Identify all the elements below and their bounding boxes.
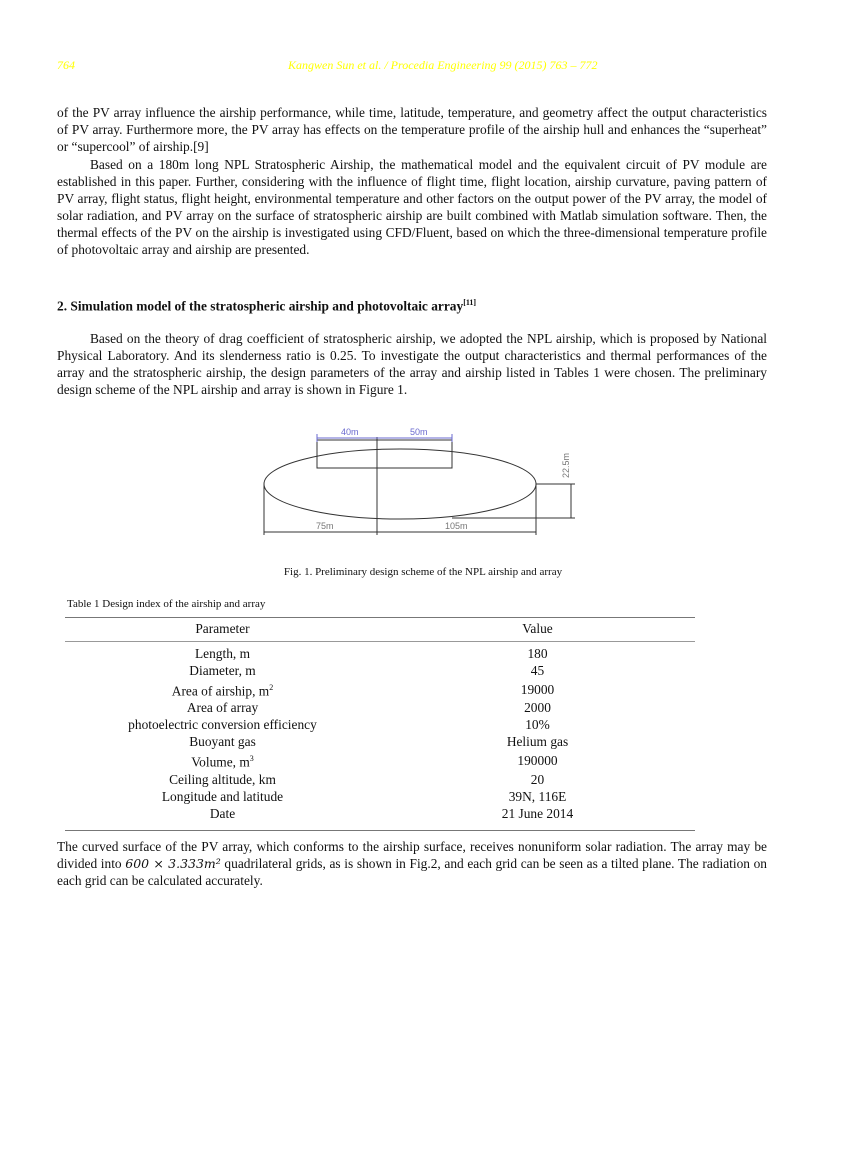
parameter-text: Volume, m [191, 754, 250, 770]
table-row [65, 699, 695, 716]
cell-value: 39N, 116E [508, 788, 567, 804]
parameter-text: Buoyant gas [189, 734, 256, 750]
cell-value: 19000 [520, 681, 555, 697]
cell-parameter [65, 679, 380, 699]
cell-parameter [65, 750, 380, 770]
parameter-text: Area of airship, m [171, 683, 270, 699]
cell-value: 180 [527, 646, 548, 661]
cell-value: 2000 [524, 700, 551, 716]
cell-parameter [65, 642, 380, 663]
parameter-text: photoelectric conversion efficiency [128, 717, 317, 733]
running-title: Kangwen Sun et al. / Procedia Engineering 99 (2015) 763 – 772 [288, 58, 598, 72]
paragraph-grid-description [57, 838, 767, 889]
table-row [65, 771, 695, 788]
parameter-text: Diameter, m [189, 663, 256, 678]
cell-value: 45 [530, 663, 545, 678]
figure-caption: Fig. 1. Preliminary design scheme of the NPL airship and array [283, 566, 563, 578]
section-title: 2. Simulation model of the stratospheric airship and photovoltaic array [57, 298, 464, 314]
table-row [65, 733, 695, 750]
cell-parameter [65, 699, 380, 716]
page-number: 764 [57, 58, 75, 72]
table-row [65, 716, 695, 733]
cell-parameter [65, 805, 380, 831]
cell-value: 21 June 2014 [380, 805, 695, 831]
cell-value: Helium gas [506, 734, 569, 750]
airship-hull [264, 449, 536, 519]
parameter-text: Length, m [194, 646, 251, 661]
text-segment: quadrilateral grids, as is shown in Fig.2, and each grid can be seen as a tilted plane. The radiation on each grid can be calculated accurately. [57, 856, 767, 889]
cell-parameter [65, 733, 380, 750]
dim-label-75: 75m [316, 521, 334, 531]
superscript: 3 [249, 754, 254, 764]
math-expression: 600 × 3.333m² [125, 856, 221, 872]
section-reference[interactable]: [11] [463, 298, 477, 307]
cell-value: 10% [525, 717, 550, 733]
table-row [65, 750, 695, 770]
cell-value: 20 [530, 771, 545, 787]
parameter-text: Date [209, 805, 236, 821]
pv-array-rect [317, 440, 452, 468]
table-row [65, 805, 695, 831]
table-row [65, 679, 695, 699]
cell-parameter [65, 788, 380, 805]
table-row [65, 788, 695, 805]
superscript: 2 [269, 683, 274, 692]
text-segment: The curved surface of the PV array, which conforms to the airship surface, receives nonuniform solar radiation. The array may be divided into [57, 839, 767, 872]
table-row [65, 662, 695, 679]
cell-parameter [65, 662, 380, 679]
dim-label-105: 105m [445, 521, 468, 531]
dim-label-50: 50m [410, 427, 428, 437]
paragraph-intro-end: of the PV array influence the airship performance, while time, latitude, temperature, and geometry affect the output characteristics of PV array. Furthermore more, the PV array has effects on the temperature profile of the airship hull and enhances the “superheat” or “supercool” of airship.[9] [57, 105, 767, 155]
column-header-value: Value [380, 618, 695, 642]
table-row [65, 642, 695, 663]
dim-label-40: 40m [341, 427, 359, 437]
dim-label-22-5: 22.5m [561, 452, 571, 478]
cell-value: 190000 [517, 753, 558, 769]
parameter-text: Ceiling altitude, km [169, 771, 276, 787]
cell-parameter [65, 771, 380, 788]
paragraph-model-description: Based on the theory of drag coefficient of stratospheric airship, we adopted the NPL airship, which is proposed by National Physical Laboratory. And its slenderness ratio is 0.25. To investigate the output characteristics and thermal performances of the array and the stratospheric airship, the design parameters of the array and airship listed in Tables 1 were chosen. The preliminary design scheme of the NPL airship and array is shown in Figure 1. [57, 331, 767, 398]
figure-airship-diagram [0, 0, 846, 560]
paragraph-paper-overview: Based on a 180m long NPL Stratospheric Airship, the mathematical model and the equivalent circuit of PV module are established in this paper. Further, considering with the influence of flight time, flight location, airship curvature, paving pattern of PV array, flight status, flight height, environmental temperature and other factors on the output power of the PV array, the model of solar radiation, and PV array on the surface of stratospheric airship are built combined with Matlab simulation software. Then, the thermal effects of the PV on the airship is investigated using CFD/Fluent, based on which the three-dimensional temperature profile of photovoltaic array and airship are presented. [57, 157, 767, 258]
design-index-table [65, 617, 695, 831]
column-header-parameter: Parameter [65, 618, 380, 642]
cell-parameter [65, 716, 380, 733]
parameter-text: Longitude and latitude [161, 788, 284, 804]
parameter-text: Area of array [186, 700, 259, 716]
table-caption: Table 1 Design index of the airship and array [67, 598, 266, 610]
